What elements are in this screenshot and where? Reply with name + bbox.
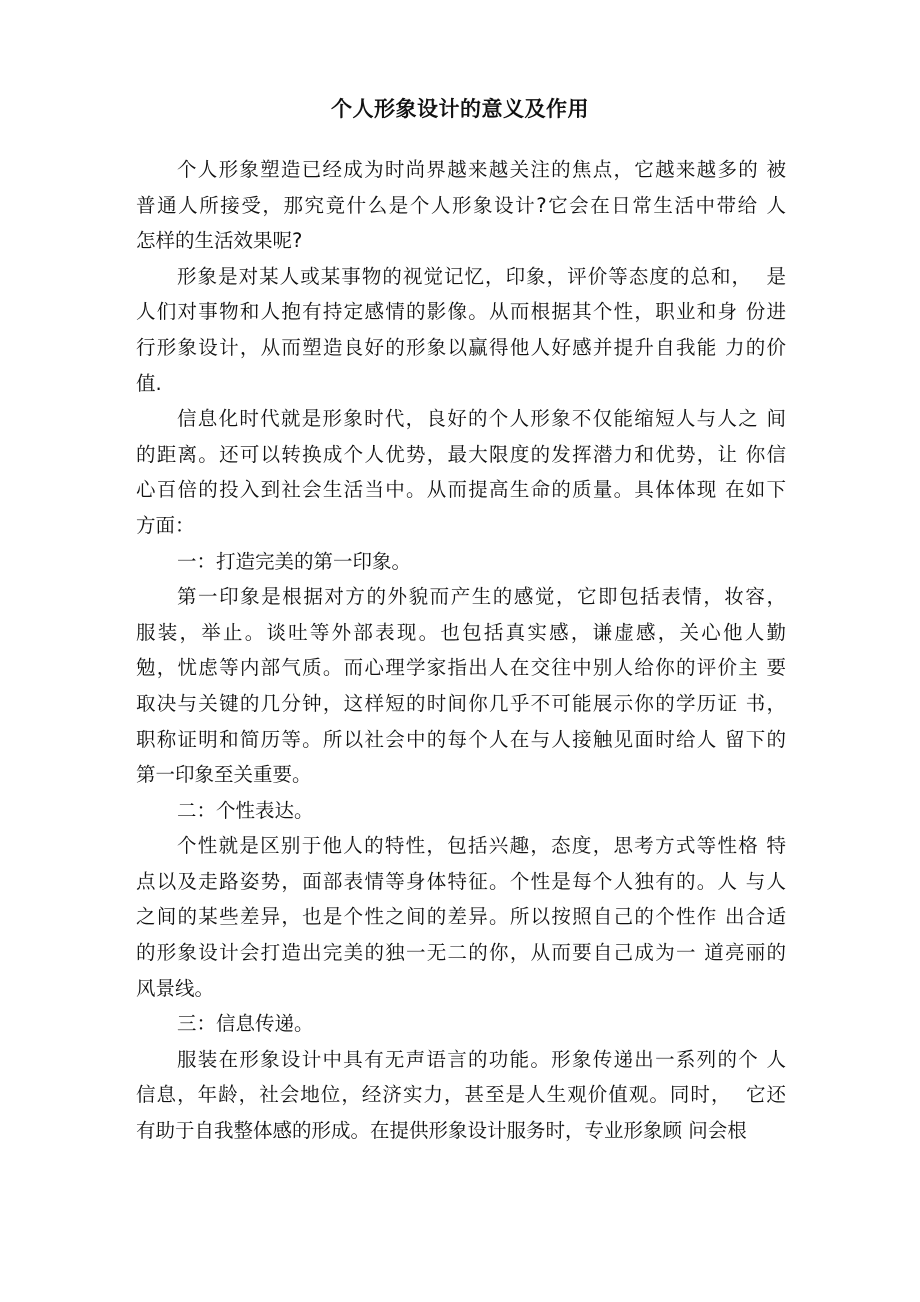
text-line: 怎样的生活效果呢? [136,229,303,253]
paragraph [136,152,786,259]
text-line: 的距离。还可以转换成个人优势，最大限度的发挥潜力和优势，让 你信 [136,442,786,466]
document-body [136,152,786,1149]
text-line: 一：打造完美的第一印象。 [177,549,412,573]
text-line: 第一印象至关重要。 [136,763,312,787]
paragraph [136,1006,786,1042]
text-line: 方面： [136,513,195,537]
text-line: 风景线。 [136,976,215,1000]
text-line: 第一印象是根据对方的外貌而产生的感觉，它即包括表情，妆容， [177,585,786,609]
paragraph [136,544,786,580]
text-line: 职称证明和简历等。所以社会中的每个人在与人接触见面时给人 留下的 [136,727,786,751]
paragraph [136,401,786,543]
paragraph [136,259,786,401]
text-line: 有助于自我整体感的形成。在提供形象设计服务时，专业形象顾 问会根 [136,1119,747,1143]
paragraph [136,828,786,1006]
text-line: 服装在形象设计中具有无声语言的功能。形象传递出一系列的个 人 [177,1047,786,1071]
text-line: 人们对事物和人抱有持定感情的影像。从而根据其个性，职业和身 份进 [136,300,786,324]
text-line: 值. [136,371,162,395]
text-line: 个人形象塑造已经成为时尚界越来越关注的焦点，它越来越多的 被 [177,158,786,181]
text-line: 取决与关键的几分钟，这样短的时间你几乎不可能展示你的学历证 书， [136,691,786,715]
text-line: 行形象设计，从而塑造良好的形象以赢得他人好感并提升自我能 力的价 [136,335,786,359]
text-line: 信息，年龄，社会地位，经济实力，甚至是人生观价值观。同时， 它还 [136,1083,786,1107]
text-line: 普通人所接受，那究竟什么是个人形象设计?它会在日常生活中带给 人 [136,193,786,217]
paragraph [136,579,786,793]
text-line: 点以及走路姿势，面部表情等身体特征。个性是每个人独有的。人 与人 [136,869,786,893]
text-line: 三：信息传递。 [177,1012,314,1036]
text-line: 形象是对某人或某事物的视觉记忆，印象，评价等态度的总和， 是 [177,264,786,288]
paragraph [136,1042,786,1149]
text-line: 之间的某些差异，也是个性之间的差异。所以按照自己的个性作 出合适 [136,905,786,929]
text-line: 服装，举止。谈吐等外部表现。也包括真实感，谦虚感，关心他人勤 [136,620,786,644]
text-line: 信息化时代就是形象时代，良好的个人形象不仅能缩短人与人之 间 [177,407,786,431]
text-line: 二：个性表达。 [177,798,314,822]
text-line: 心百倍的投入到社会生活当中。从而提高生命的质量。具体体现 在如下 [136,478,786,502]
text-line: 勉，忧虑等内部气质。而心理学家指出人在交往中别人给你的评价主 要 [136,656,786,680]
text-line: 的形象设计会打造出完美的独一无二的你，从而要自己成为一 道亮丽的 [136,941,786,965]
document-title: 个人形象设计的意义及作用 [331,97,589,121]
text-line: 个性就是区别于他人的特性，包括兴趣，态度，思考方式等性格 特 [177,834,786,858]
paragraph [136,793,786,829]
